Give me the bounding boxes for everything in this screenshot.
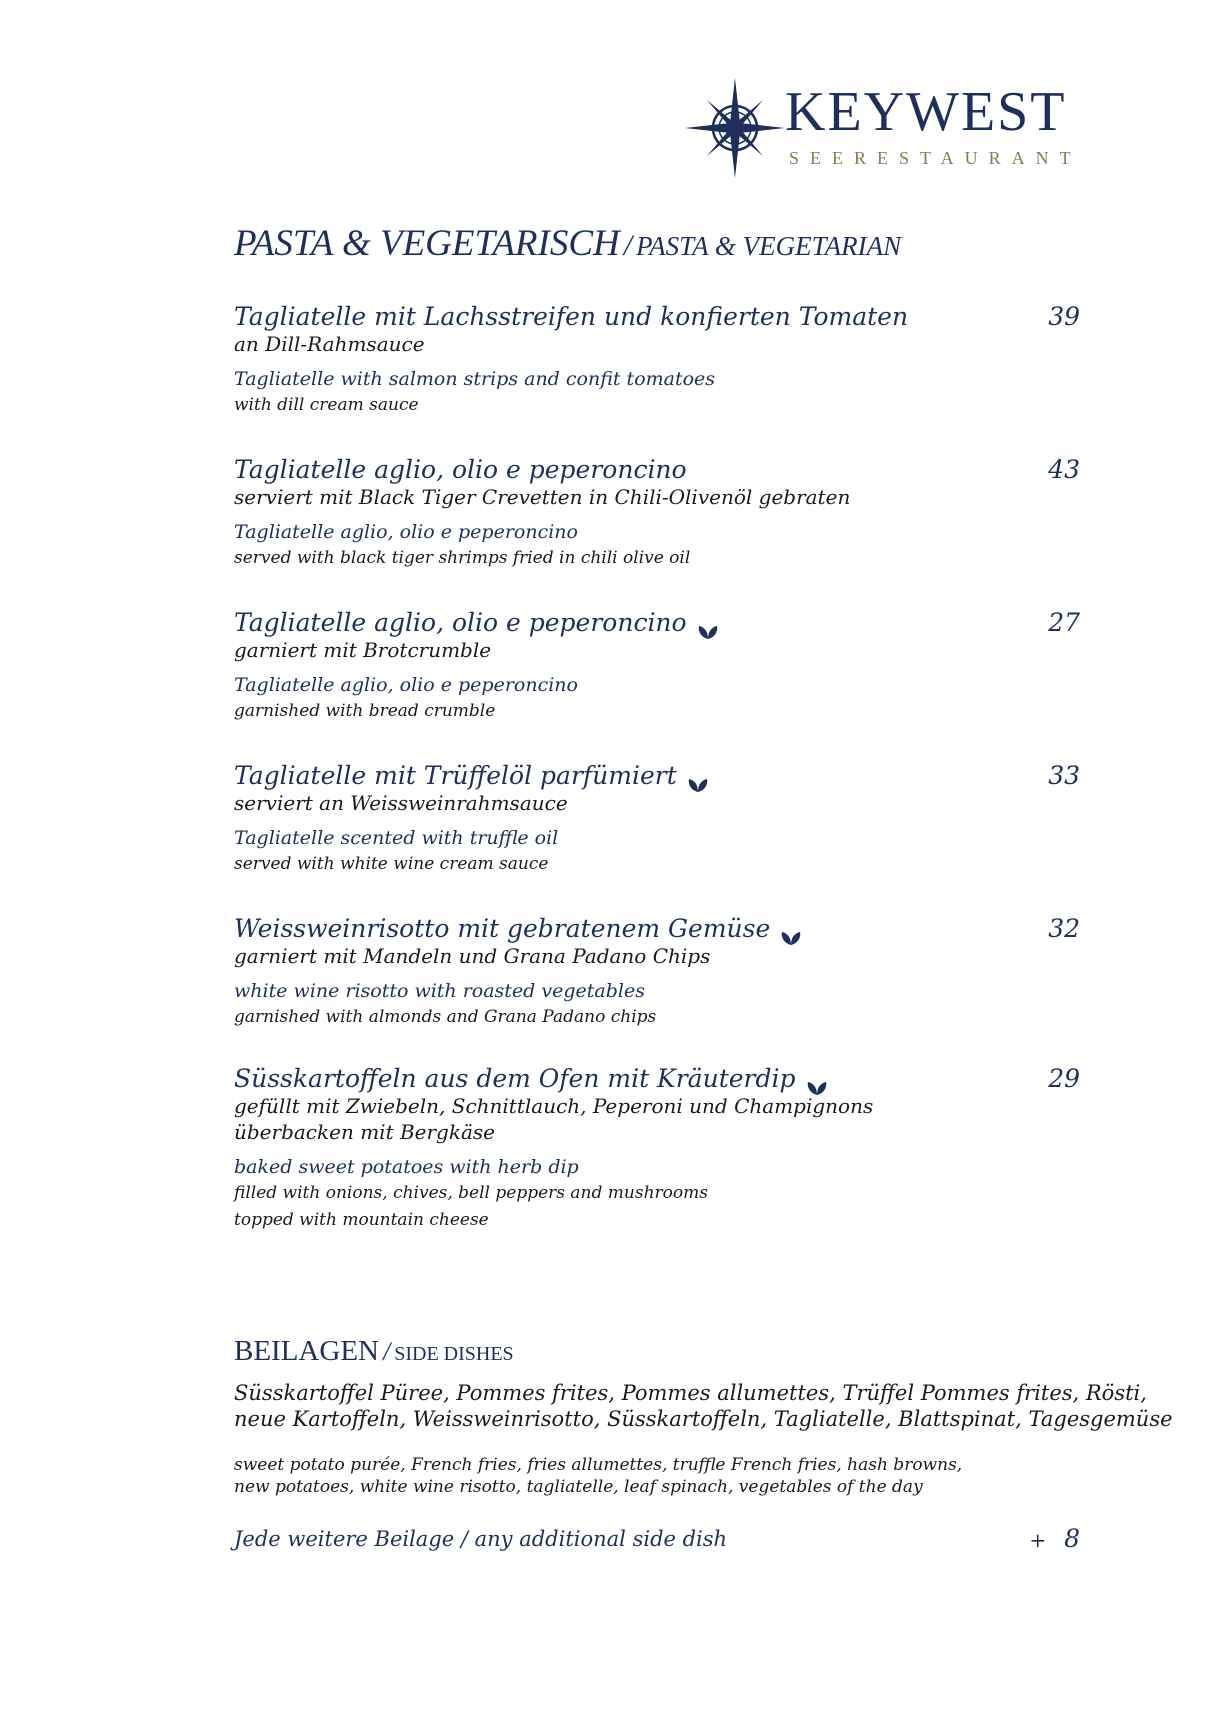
sides-title-de: BEILAGEN [234,1335,379,1367]
vegetarian-leaf-icon [697,617,719,633]
compass-rose-icon [685,78,785,178]
dish-desc-en: served with white wine cream sauce [234,854,549,874]
dish-desc-de: überbacken mit Bergkäse [234,1120,495,1144]
restaurant-logo [685,78,1085,178]
dish-price: 27 [1048,608,1080,637]
dish-desc-de: gefüllt mit Zwiebeln, Schnittlauch, Peperoni und Champignons [234,1094,874,1118]
dish-title-de [234,1064,1082,1093]
title-separator: / [382,1337,391,1366]
dish-title-de-text: Tagliatelle aglio, olio e peperoncino [234,455,687,484]
dish-title-en: Tagliatelle scented with truffle oil [234,827,559,849]
additional-side-label: Jede weitere Beilage / any additional side dish [234,1527,728,1551]
menu-item [234,455,1082,572]
sides-list-en-line: new potatoes, white wine risotto, tagliatelle, leaf spinach, vegetables of the day [234,1477,923,1497]
sides-list-de [234,1380,1173,1432]
dish-desc-en: filled with onions, chives, bell peppers and mushrooms [234,1183,708,1203]
pasta-title-de: PASTA & VEGETARISCH [234,223,620,264]
dish-desc-de: garniert mit Mandeln und Grana Padano Chips [234,944,711,968]
dish-title-en: Tagliatelle aglio, olio e peperoncino [234,521,578,543]
menu-item [234,761,1082,878]
dish-desc-de: serviert mit Black Tiger Crevetten in Chili-Olivenöl gebraten [234,485,851,509]
additional-side-price [1029,1524,1080,1553]
dish-title-de-text: Tagliatelle mit Lachsstreifen und konfierten Tomaten [234,302,909,331]
dish-price: 43 [1048,455,1080,484]
additional-side-price-value: 8 [1064,1524,1080,1553]
dish-desc-en: with dill cream sauce [234,395,419,415]
additional-side-row [234,1524,1082,1553]
dish-desc-de: serviert an Weissweinrahmsauce [234,791,568,815]
dish-title-en: baked sweet potatoes with herb dip [234,1156,579,1178]
dish-price: 39 [1048,302,1080,331]
dish-price: 29 [1048,1064,1080,1093]
dish-title-de [234,608,1082,637]
dish-desc-de: garniert mit Brotcrumble [234,638,492,662]
sides-list-de-line: Süsskartoffel Püree, Pommes frites, Pommes allumettes, Trüffel Pommes frites, Rösti, [234,1381,1147,1405]
dish-title-en: Tagliatelle with salmon strips and confit tomatoes [234,368,716,390]
additional-side-plus: + [1029,1528,1047,1552]
dish-desc-en: garnished with bread crumble [234,701,496,721]
title-separator: / [623,229,633,262]
menu-item [234,1064,1082,1234]
dish-title-en: Tagliatelle aglio, olio e peperoncino [234,674,578,696]
vegetarian-leaf-icon [687,770,709,786]
dish-title-de-text: Weissweinrisotto mit gebratenem Gemüse [234,914,771,943]
dish-desc-en: served with black tiger shrimps fried in chili olive oil [234,548,691,568]
dish-title-de [234,761,1082,790]
sides-list-de-line: neue Kartoffeln, Weissweinrisotto, Süsskartoffeln, Tagliatelle, Blattspinat, Tagesgemüse [234,1407,1173,1431]
pasta-title-en: PASTA & VEGETARIAN [636,231,902,261]
dish-title-en: white wine risotto with roasted vegetables [234,980,645,1002]
dish-price: 33 [1048,761,1080,790]
pasta-section-title [234,222,901,265]
menu-item [234,914,1082,1031]
dish-title-de-text: Tagliatelle mit Trüffelöl parfümiert [234,761,677,790]
dish-title-de-text: Tagliatelle aglio, olio e peperoncino [234,608,687,637]
dish-title-de [234,914,1082,943]
sides-list-en [234,1454,1094,1498]
dish-desc-de: an Dill-Rahmsauce [234,332,425,356]
menu-item [234,608,1082,725]
dish-title-de-text: Süsskartoffeln aus dem Ofen mit Kräuterdip [234,1064,796,1093]
vegetarian-leaf-icon [780,923,802,939]
sides-section-title [234,1335,514,1368]
dish-title-de [234,455,1082,484]
sides-title-en: SIDE DISHES [394,1343,514,1365]
logo-subtitle: SEERESTAURANT [789,148,1082,168]
vegetarian-leaf-icon [806,1073,828,1089]
dish-title-de [234,302,1082,331]
dish-desc-en: garnished with almonds and Grana Padano chips [234,1007,657,1027]
dish-desc-en: topped with mountain cheese [234,1210,489,1230]
dish-price: 32 [1048,914,1080,943]
logo-brand-name: KEYWEST [785,81,1067,143]
sides-list-en-line: sweet potato purée, French fries, fries allumettes, truffle French fries, hash browns, [234,1455,963,1475]
menu-item [234,302,1082,419]
